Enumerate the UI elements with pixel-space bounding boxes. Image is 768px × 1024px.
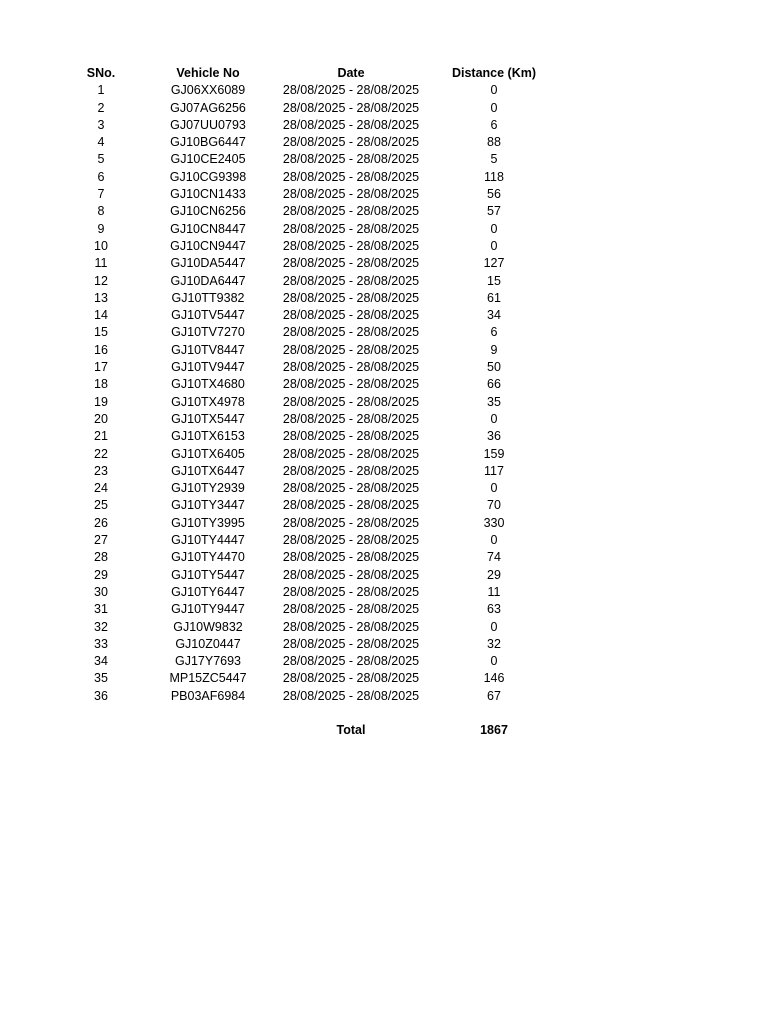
cell-date: 28/08/2025 - 28/08/2025	[282, 463, 420, 478]
distance-report	[0, 65, 768, 739]
cell-vehicle: GJ10TX6153	[171, 429, 245, 444]
cell-distance: 70	[487, 498, 501, 513]
cell-sno: 34	[94, 654, 108, 669]
cell-distance: 35	[487, 394, 501, 409]
cell-sno: 12	[94, 273, 108, 288]
cell-distance: 6	[490, 325, 498, 340]
cell-date: 28/08/2025 - 28/08/2025	[282, 204, 420, 219]
cell-sno: 19	[94, 394, 108, 409]
cell-date: 28/08/2025 - 28/08/2025	[282, 411, 420, 426]
cell-vehicle: GJ10TY2939	[171, 481, 245, 496]
table-row	[0, 255, 768, 272]
cell-date: 28/08/2025 - 28/08/2025	[282, 221, 420, 236]
cell-date: 28/08/2025 - 28/08/2025	[282, 619, 420, 634]
cell-vehicle: GJ10TT9382	[171, 290, 245, 305]
cell-distance: 74	[487, 550, 501, 565]
cell-vehicle: GJ07AG6256	[170, 100, 246, 115]
cell-date: 28/08/2025 - 28/08/2025	[282, 377, 420, 392]
cell-vehicle: GJ10TV7270	[171, 325, 245, 340]
table-row	[0, 82, 768, 99]
cell-sno: 9	[97, 221, 105, 236]
cell-date: 28/08/2025 - 28/08/2025	[282, 325, 420, 340]
cell-date: 28/08/2025 - 28/08/2025	[282, 429, 420, 444]
cell-date: 28/08/2025 - 28/08/2025	[282, 273, 420, 288]
cell-distance: 5	[490, 152, 498, 167]
table-row	[0, 601, 768, 618]
table-row	[0, 515, 768, 532]
cell-distance: 11	[487, 584, 501, 599]
cell-date: 28/08/2025 - 28/08/2025	[282, 671, 420, 686]
cell-vehicle: GJ10TY4470	[171, 550, 245, 565]
table-row	[0, 134, 768, 151]
table-row	[0, 376, 768, 393]
cell-distance: 50	[487, 360, 501, 375]
cell-date: 28/08/2025 - 28/08/2025	[282, 567, 420, 582]
cell-sno: 26	[94, 515, 108, 530]
table-row	[0, 549, 768, 566]
cell-distance: 117	[484, 463, 504, 478]
cell-date: 28/08/2025 - 28/08/2025	[282, 342, 420, 357]
cell-sno: 1	[97, 83, 105, 98]
cell-distance: 0	[490, 481, 498, 496]
table-row	[0, 653, 768, 670]
cell-distance: 6	[490, 117, 498, 132]
table-row	[0, 273, 768, 290]
cell-vehicle: GJ10TY4447	[171, 533, 245, 548]
cell-distance: 32	[487, 636, 501, 651]
cell-sno: 4	[97, 135, 105, 150]
cell-distance: 66	[487, 377, 501, 392]
cell-vehicle: GJ10TY3995	[171, 515, 245, 530]
cell-distance: 0	[490, 100, 498, 115]
total-row	[0, 722, 768, 739]
table-row	[0, 567, 768, 584]
cell-vehicle: GJ06XX6089	[170, 83, 246, 98]
cell-vehicle: GJ10TX4978	[171, 394, 245, 409]
cell-date: 28/08/2025 - 28/08/2025	[282, 152, 420, 167]
cell-distance: 0	[490, 411, 498, 426]
cell-sno: 17	[94, 360, 108, 375]
table-row	[0, 532, 768, 549]
cell-distance: 0	[490, 83, 498, 98]
cell-date: 28/08/2025 - 28/08/2025	[282, 117, 420, 132]
cell-sno: 18	[94, 377, 108, 392]
table-row	[0, 307, 768, 324]
table-row	[0, 463, 768, 480]
cell-vehicle: GJ10CG9398	[169, 169, 247, 184]
cell-distance: 0	[490, 221, 498, 236]
cell-distance: 159	[483, 446, 505, 461]
cell-sno: 27	[94, 533, 108, 548]
cell-distance: 0	[490, 238, 498, 253]
cell-sno: 7	[97, 187, 105, 202]
table-row	[0, 428, 768, 445]
cell-vehicle: MP15ZC5447	[169, 671, 247, 686]
cell-vehicle: GJ10CN6256	[170, 204, 246, 219]
cell-vehicle: GJ10TX6447	[171, 463, 245, 478]
table-row	[0, 619, 768, 636]
cell-vehicle: GJ10CE2405	[170, 152, 246, 167]
cell-vehicle: GJ07UU0793	[170, 117, 246, 132]
cell-vehicle: GJ10DA6447	[170, 273, 246, 288]
cell-sno: 8	[97, 204, 105, 219]
table-header	[0, 65, 768, 82]
cell-sno: 32	[94, 619, 108, 634]
table-body	[0, 82, 768, 705]
cell-date: 28/08/2025 - 28/08/2025	[282, 584, 420, 599]
cell-sno: 21	[94, 429, 108, 444]
cell-sno: 14	[94, 308, 108, 323]
cell-vehicle: GJ10Z0447	[175, 636, 241, 651]
table-row	[0, 186, 768, 203]
table-row	[0, 636, 768, 653]
cell-distance: 57	[487, 204, 501, 219]
cell-sno: 16	[94, 342, 108, 357]
cell-distance: 330	[483, 515, 505, 530]
cell-sno: 33	[94, 636, 108, 651]
cell-vehicle: GJ10W9832	[173, 619, 243, 634]
cell-vehicle: GJ10TX4680	[171, 377, 245, 392]
table-row	[0, 480, 768, 497]
cell-vehicle: GJ10TY9447	[171, 602, 245, 617]
cell-date: 28/08/2025 - 28/08/2025	[282, 602, 420, 617]
cell-sno: 28	[94, 550, 108, 565]
cell-date: 28/08/2025 - 28/08/2025	[282, 290, 420, 305]
cell-distance: 34	[487, 308, 501, 323]
cell-distance: 0	[490, 619, 498, 634]
cell-date: 28/08/2025 - 28/08/2025	[282, 135, 420, 150]
cell-sno: 22	[94, 446, 108, 461]
cell-date: 28/08/2025 - 28/08/2025	[282, 238, 420, 253]
table-row	[0, 203, 768, 220]
total-value: 1867	[480, 722, 508, 737]
table-row	[0, 688, 768, 705]
cell-distance: 61	[487, 290, 501, 305]
table-row	[0, 221, 768, 238]
cell-date: 28/08/2025 - 28/08/2025	[282, 308, 420, 323]
cell-vehicle: GJ10CN9447	[170, 238, 246, 253]
cell-vehicle: GJ10TX6405	[171, 446, 245, 461]
table-row	[0, 670, 768, 687]
cell-date: 28/08/2025 - 28/08/2025	[282, 187, 420, 202]
cell-vehicle: GJ10BG6447	[170, 135, 246, 150]
header-date: Date	[337, 66, 365, 80]
cell-vehicle: GJ10TV5447	[171, 308, 245, 323]
table-row	[0, 324, 768, 341]
cell-vehicle: GJ10TV9447	[171, 360, 245, 375]
cell-distance: 88	[487, 135, 501, 150]
cell-vehicle: GJ10DA5447	[170, 256, 246, 271]
cell-date: 28/08/2025 - 28/08/2025	[282, 636, 420, 651]
cell-date: 28/08/2025 - 28/08/2025	[282, 481, 420, 496]
cell-distance: 63	[487, 602, 501, 617]
cell-vehicle: GJ17Y7693	[174, 654, 242, 669]
table-row	[0, 394, 768, 411]
total-label: Total	[336, 722, 366, 737]
table-row	[0, 584, 768, 601]
table-row	[0, 290, 768, 307]
cell-sno: 13	[94, 290, 108, 305]
cell-sno: 35	[94, 671, 108, 686]
cell-date: 28/08/2025 - 28/08/2025	[282, 446, 420, 461]
cell-vehicle: GJ10CN1433	[170, 187, 246, 202]
cell-distance: 29	[487, 567, 501, 582]
cell-vehicle: GJ10CN8447	[170, 221, 246, 236]
table-row	[0, 411, 768, 428]
cell-distance: 67	[487, 688, 501, 703]
table-row	[0, 359, 768, 376]
cell-sno: 11	[94, 256, 108, 271]
cell-sno: 6	[97, 169, 105, 184]
cell-date: 28/08/2025 - 28/08/2025	[282, 498, 420, 513]
cell-sno: 30	[94, 584, 108, 599]
cell-sno: 10	[94, 238, 108, 253]
header-vehicle: Vehicle No	[176, 66, 240, 80]
cell-date: 28/08/2025 - 28/08/2025	[282, 169, 420, 184]
cell-date: 28/08/2025 - 28/08/2025	[282, 550, 420, 565]
cell-sno: 5	[97, 152, 105, 167]
cell-sno: 36	[94, 688, 108, 703]
cell-vehicle: GJ10TY3447	[171, 498, 245, 513]
cell-sno: 20	[94, 411, 108, 426]
table-row	[0, 169, 768, 186]
table-row	[0, 497, 768, 514]
cell-sno: 15	[94, 325, 108, 340]
cell-sno: 24	[94, 481, 108, 496]
cell-sno: 2	[97, 100, 105, 115]
cell-date: 28/08/2025 - 28/08/2025	[282, 515, 420, 530]
cell-distance: 146	[483, 671, 505, 686]
cell-distance: 0	[490, 654, 498, 669]
cell-date: 28/08/2025 - 28/08/2025	[282, 100, 420, 115]
cell-date: 28/08/2025 - 28/08/2025	[282, 256, 420, 271]
cell-date: 28/08/2025 - 28/08/2025	[282, 533, 420, 548]
cell-sno: 3	[97, 117, 105, 132]
table-row	[0, 238, 768, 255]
table-row	[0, 117, 768, 134]
cell-date: 28/08/2025 - 28/08/2025	[282, 688, 420, 703]
cell-distance: 127	[483, 256, 505, 271]
cell-distance: 36	[487, 429, 501, 444]
cell-sno: 29	[94, 567, 108, 582]
cell-vehicle: GJ10TY5447	[171, 567, 245, 582]
header-distance: Distance (Km)	[451, 66, 537, 80]
table-row	[0, 446, 768, 463]
cell-date: 28/08/2025 - 28/08/2025	[282, 360, 420, 375]
cell-date: 28/08/2025 - 28/08/2025	[282, 654, 420, 669]
table-row	[0, 100, 768, 117]
table-row	[0, 151, 768, 168]
cell-distance: 56	[487, 187, 501, 202]
cell-vehicle: GJ10TY6447	[171, 584, 245, 599]
cell-distance: 15	[487, 273, 501, 288]
cell-vehicle: PB03AF6984	[170, 688, 246, 703]
cell-vehicle: GJ10TV8447	[171, 342, 245, 357]
cell-distance: 9	[490, 342, 498, 357]
cell-date: 28/08/2025 - 28/08/2025	[282, 394, 420, 409]
cell-date: 28/08/2025 - 28/08/2025	[282, 83, 420, 98]
cell-sno: 31	[94, 602, 108, 617]
cell-distance: 0	[490, 533, 498, 548]
header-sno: SNo.	[86, 66, 116, 80]
cell-distance: 118	[484, 169, 504, 184]
table-row	[0, 342, 768, 359]
cell-sno: 25	[94, 498, 108, 513]
cell-sno: 23	[94, 463, 108, 478]
cell-vehicle: GJ10TX5447	[171, 411, 245, 426]
